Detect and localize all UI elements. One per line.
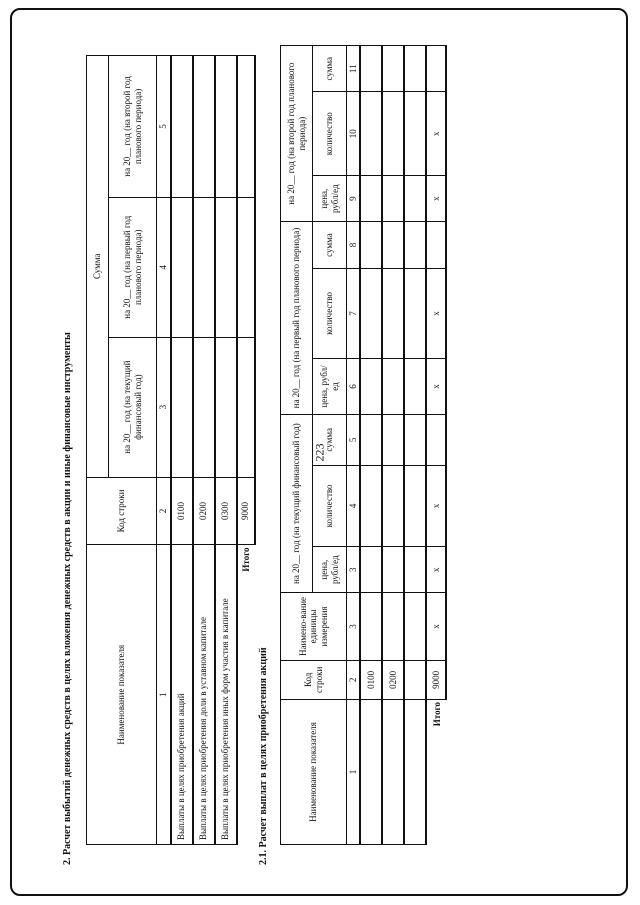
s21-colnum: 5 xyxy=(347,414,361,465)
section2-table xyxy=(86,55,256,845)
s21-cell[interactable] xyxy=(404,222,426,268)
s2-row-code: 0300 xyxy=(215,477,237,545)
s2-cell[interactable] xyxy=(215,56,237,198)
s21-colnum: 6 xyxy=(347,359,361,415)
s21-cell[interactable] xyxy=(382,593,404,660)
s21-cell[interactable] xyxy=(360,593,382,660)
s21-header-code: Код строки xyxy=(281,660,347,699)
s21-x-mark: x xyxy=(426,92,446,175)
s2-total-cell[interactable] xyxy=(237,197,255,337)
table-row-total xyxy=(237,56,255,845)
table-row xyxy=(171,56,193,845)
s2-colnum: 5 xyxy=(157,56,171,198)
s2-cell[interactable] xyxy=(171,337,193,477)
s21-colnum: 3 xyxy=(347,593,361,660)
s2-cell[interactable] xyxy=(193,56,215,198)
s21-cell[interactable] xyxy=(360,359,382,415)
section21-title: 2.1. Расчет выплат в целях приобретения акций xyxy=(258,647,269,865)
s21-colnum: 9 xyxy=(347,175,361,221)
s21-x-mark: x xyxy=(426,593,446,660)
s21-total-label: Итого xyxy=(431,702,442,727)
s21-colnum: 10 xyxy=(347,92,361,175)
s21-sub-price: цена, рубл/ед xyxy=(313,175,347,221)
s21-header-year3: на 20__ год (на второй год планового периода) xyxy=(281,46,313,222)
s21-cell[interactable] xyxy=(360,175,382,221)
s21-cell[interactable] xyxy=(382,175,404,221)
table-row xyxy=(382,46,404,845)
s21-total-cell[interactable] xyxy=(426,414,446,465)
s21-cell[interactable] xyxy=(404,660,426,699)
s21-cell[interactable] xyxy=(360,46,382,92)
s21-total-cell[interactable] xyxy=(426,46,446,92)
s21-cell[interactable] xyxy=(382,92,404,175)
s21-cell[interactable] xyxy=(404,268,426,358)
s2-cell[interactable] xyxy=(171,56,193,198)
s2-cell[interactable] xyxy=(193,197,215,337)
s21-row-code: 0100 xyxy=(360,660,382,699)
s21-cell[interactable] xyxy=(382,359,404,415)
s21-cell[interactable] xyxy=(360,92,382,175)
s21-header-name: Наименование показателя xyxy=(281,700,347,845)
s21-x-mark: x xyxy=(426,547,446,593)
s2-row-code: 0100 xyxy=(171,477,193,545)
s21-cell[interactable] xyxy=(382,222,404,268)
s2-total-label: Итого xyxy=(240,547,251,572)
s2-total-cell[interactable] xyxy=(237,56,255,198)
s21-cell[interactable] xyxy=(382,268,404,358)
s21-cell[interactable] xyxy=(382,465,404,546)
s21-row-code: 0200 xyxy=(382,660,404,699)
section21-table xyxy=(280,45,447,845)
s21-header-year2: на 20__ год (на первый год планового периода) xyxy=(281,222,313,414)
s21-cell[interactable] xyxy=(404,593,426,660)
s21-cell[interactable] xyxy=(404,46,426,92)
s21-sub-price: цена, рубл/ед xyxy=(313,359,347,415)
s2-header-year2: на 20__ год (на первый год планового периода) xyxy=(109,197,157,337)
s21-header-year1: на 20__ год (на текущий финансовый год) xyxy=(281,414,313,593)
table-row xyxy=(193,56,215,845)
s21-colnum: 11 xyxy=(347,46,361,92)
s21-x-mark: x xyxy=(426,175,446,221)
s21-x-mark: x xyxy=(426,268,446,358)
s21-colnum: 2 xyxy=(347,660,361,699)
s2-cell[interactable] xyxy=(171,197,193,337)
s21-cell[interactable] xyxy=(360,465,382,546)
s2-colnum: 1 xyxy=(157,545,171,845)
s21-cell[interactable] xyxy=(404,700,426,845)
s21-cell[interactable] xyxy=(404,175,426,221)
s2-cell[interactable] xyxy=(215,197,237,337)
s2-colnum: 4 xyxy=(157,197,171,337)
s21-cell[interactable] xyxy=(404,414,426,465)
s2-row-name: Выплаты в целях приобретения иных форм участия в капитале xyxy=(215,545,237,845)
s21-sub-price: цена, рубл/ед xyxy=(313,547,347,593)
s21-x-mark: x xyxy=(426,359,446,415)
s2-row-name: Выплаты в целях приобретения доли в уставном капитале xyxy=(193,545,215,845)
s2-header-name: Наименование показателя xyxy=(87,545,157,845)
s21-sub-qty: количество xyxy=(313,268,347,358)
s2-cell[interactable] xyxy=(215,337,237,477)
s21-cell[interactable] xyxy=(404,92,426,175)
s21-sub-qty: количество xyxy=(313,92,347,175)
s21-cell[interactable] xyxy=(360,222,382,268)
s2-header-code: Код строки xyxy=(87,477,157,545)
s21-cell[interactable] xyxy=(404,359,426,415)
s21-sub-sum: сумма xyxy=(313,222,347,268)
s21-sub-sum: сумма xyxy=(313,414,347,465)
s21-cell[interactable] xyxy=(404,465,426,546)
page-number: 223 xyxy=(312,443,327,462)
s21-header-unit: Наимено-вание единицы измерения xyxy=(281,593,347,660)
s2-header-year3: на 20__ год (на второй год планового периода) xyxy=(109,56,157,198)
s2-colnum: 2 xyxy=(157,477,171,545)
s21-colnum: 1 xyxy=(347,700,361,845)
s21-total-cell[interactable] xyxy=(426,222,446,268)
s2-row-name: Выплаты в целях приобретения акций xyxy=(171,545,193,845)
s2-total-code: 9000 xyxy=(237,477,255,545)
s21-cell[interactable] xyxy=(360,268,382,358)
s21-x-mark: x xyxy=(426,465,446,546)
s2-header-sum: Сумма xyxy=(87,56,109,478)
section2-title: 2. Расчет выбытий денежных средств в целях вложения денежных средств в акции и иные финансовые инструменты xyxy=(62,332,73,865)
s21-cell[interactable] xyxy=(360,547,382,593)
table-row xyxy=(215,56,237,845)
s21-cell[interactable] xyxy=(404,547,426,593)
table-row xyxy=(360,46,382,845)
s2-header-year1: на 20__ год (на текущий финансовый год) xyxy=(109,337,157,477)
table-row xyxy=(404,46,426,845)
s21-total-code: 9000 xyxy=(426,660,446,699)
table-row-total xyxy=(426,46,446,845)
s21-sub-sum: сумма xyxy=(313,46,347,92)
s21-cell[interactable] xyxy=(382,547,404,593)
s2-row-code: 0200 xyxy=(193,477,215,545)
s21-colnum: 8 xyxy=(347,222,361,268)
s2-colnum: 3 xyxy=(157,337,171,477)
s21-cell[interactable] xyxy=(382,700,404,845)
s21-cell[interactable] xyxy=(382,46,404,92)
s21-sub-qty: количество xyxy=(313,465,347,546)
s2-total-cell[interactable] xyxy=(237,337,255,477)
s21-cell[interactable] xyxy=(360,700,382,845)
s21-colnum: 4 xyxy=(347,465,361,546)
s2-cell[interactable] xyxy=(193,337,215,477)
s21-cell[interactable] xyxy=(360,414,382,465)
s21-colnum: 3 xyxy=(347,547,361,593)
s21-colnum: 7 xyxy=(347,268,361,358)
s21-cell[interactable] xyxy=(382,414,404,465)
